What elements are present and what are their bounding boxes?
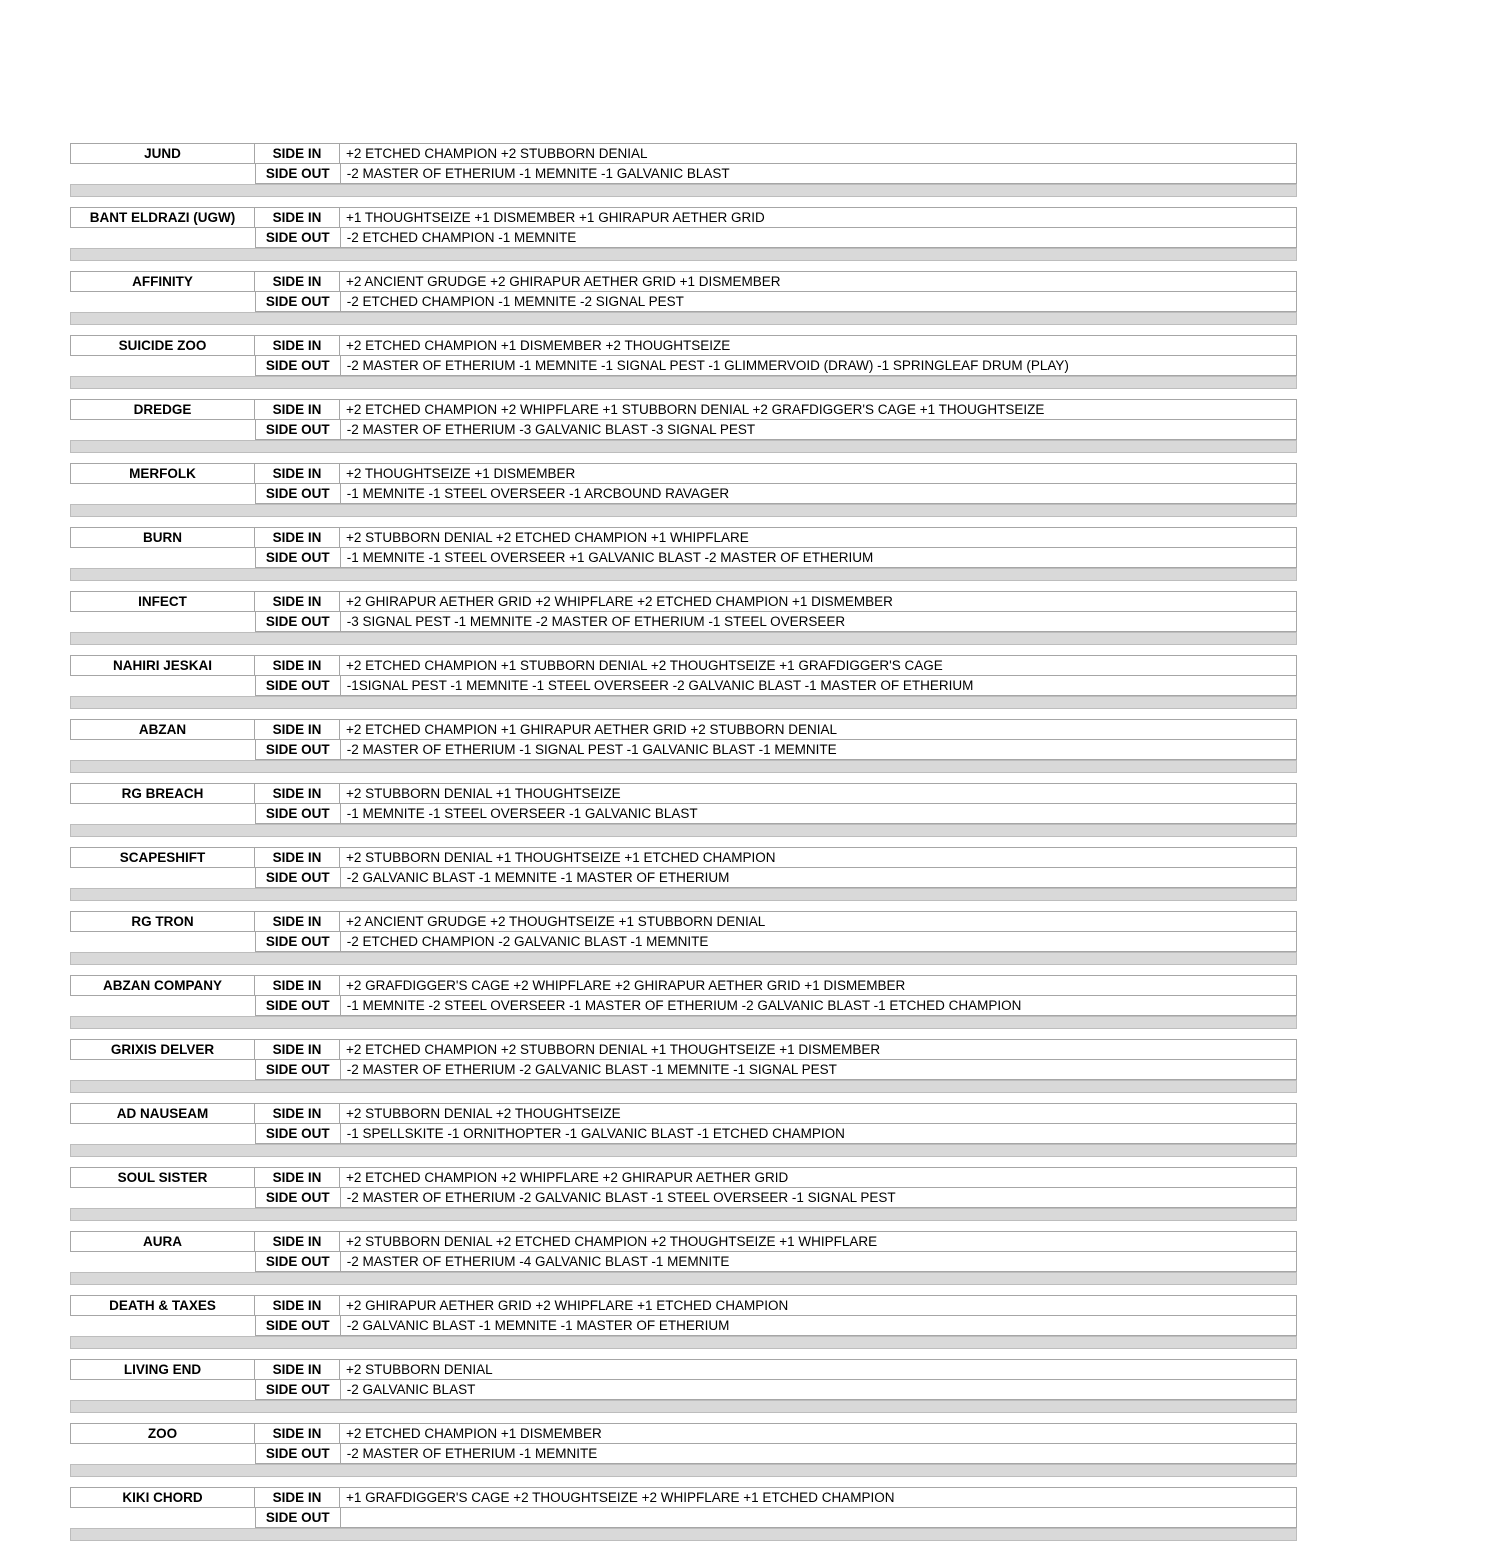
side-in-cards: +2 ETCHED CHAMPION +1 DISMEMBER — [339, 1423, 1297, 1444]
deck-spacer — [70, 1251, 255, 1272]
side-out-row — [70, 1379, 1297, 1400]
side-in-cards: +2 ETCHED CHAMPION +2 WHIPFLARE +2 GHIRAPUR AETHER GRID — [339, 1167, 1297, 1188]
deck-name: SOUL SISTER — [70, 1167, 255, 1188]
side-in-cards: +2 ETCHED CHAMPION +2 STUBBORN DENIAL — [339, 143, 1297, 164]
side-out-row — [70, 1059, 1297, 1080]
deck-name: SUICIDE ZOO — [70, 335, 255, 356]
deck-name: KIKI CHORD — [70, 1487, 255, 1508]
separator-bar — [70, 1272, 1297, 1285]
deck-name: DREDGE — [70, 399, 255, 420]
side-out-cards: -1 MEMNITE -1 STEEL OVERSEER -1 ARCBOUND RAVAGER — [340, 483, 1297, 504]
side-in-row — [70, 207, 1297, 228]
separator-bar — [70, 440, 1297, 453]
side-in-row — [70, 911, 1297, 932]
matchup-block — [70, 399, 1297, 453]
side-in-cards: +2 ETCHED CHAMPION +2 WHIPFLARE +1 STUBBORN DENIAL +2 GRAFDIGGER'S CAGE +1 THOUGHTSEIZE — [339, 399, 1297, 420]
side-out-cards: -3 SIGNAL PEST -1 MEMNITE -2 MASTER OF ETHERIUM -1 STEEL OVERSEER — [340, 611, 1297, 632]
side-in-cards: +2 STUBBORN DENIAL +1 THOUGHTSEIZE +1 ETCHED CHAMPION — [339, 847, 1297, 868]
deck-spacer — [70, 803, 255, 824]
side-out-cards: -1 SPELLSKITE -1 ORNITHOPTER -1 GALVANIC BLAST -1 ETCHED CHAMPION — [340, 1123, 1297, 1144]
side-out-cards: -2 MASTER OF ETHERIUM -2 GALVANIC BLAST -1 STEEL OVERSEER -1 SIGNAL PEST — [340, 1187, 1297, 1208]
separator-bar — [70, 888, 1297, 901]
deck-spacer — [70, 291, 255, 312]
deck-spacer — [70, 611, 255, 632]
deck-name: ABZAN COMPANY — [70, 975, 255, 996]
side-in-label: SIDE IN — [254, 719, 340, 740]
separator-bar — [70, 632, 1297, 645]
side-in-cards: +2 STUBBORN DENIAL +1 THOUGHTSEIZE — [339, 783, 1297, 804]
side-in-label: SIDE IN — [254, 335, 340, 356]
matchup-block — [70, 1167, 1297, 1221]
side-out-label: SIDE OUT — [255, 547, 341, 568]
side-in-cards: +2 ETCHED CHAMPION +1 GHIRAPUR AETHER GRID +2 STUBBORN DENIAL — [339, 719, 1297, 740]
matchup-block — [70, 1103, 1297, 1157]
side-in-label: SIDE IN — [254, 1103, 340, 1124]
separator-bar — [70, 1144, 1297, 1157]
side-in-cards: +2 ANCIENT GRUDGE +2 GHIRAPUR AETHER GRID +1 DISMEMBER — [339, 271, 1297, 292]
deck-name: DEATH & TAXES — [70, 1295, 255, 1316]
side-out-row — [70, 1315, 1297, 1336]
side-out-row — [70, 227, 1297, 248]
side-in-row — [70, 591, 1297, 612]
deck-spacer — [70, 1315, 255, 1336]
separator-bar — [70, 376, 1297, 389]
side-out-label: SIDE OUT — [255, 1251, 341, 1272]
deck-name: MERFOLK — [70, 463, 255, 484]
side-out-cards: -2 MASTER OF ETHERIUM -1 MEMNITE -1 SIGNAL PEST -1 GLIMMERVOID (DRAW) -1 SPRINGLEAF DRUM (PLAY) — [340, 355, 1297, 376]
side-out-row — [70, 611, 1297, 632]
side-in-label: SIDE IN — [254, 1295, 340, 1316]
matchup-block — [70, 143, 1297, 197]
deck-name: INFECT — [70, 591, 255, 612]
side-in-label: SIDE IN — [254, 1167, 340, 1188]
separator-bar — [70, 1080, 1297, 1093]
side-out-cards: -1 MEMNITE -1 STEEL OVERSEER -1 GALVANIC BLAST — [340, 803, 1297, 824]
matchup-block — [70, 1423, 1297, 1477]
separator-bar — [70, 1336, 1297, 1349]
side-in-row — [70, 1167, 1297, 1188]
side-out-label: SIDE OUT — [255, 291, 341, 312]
deck-name: RG TRON — [70, 911, 255, 932]
separator-bar — [70, 1208, 1297, 1221]
side-in-row — [70, 1231, 1297, 1252]
side-in-label: SIDE IN — [254, 399, 340, 420]
side-in-cards: +2 ETCHED CHAMPION +1 DISMEMBER +2 THOUGHTSEIZE — [339, 335, 1297, 356]
separator-bar — [70, 184, 1297, 197]
side-in-label: SIDE IN — [254, 655, 340, 676]
side-out-cards: -2 MASTER OF ETHERIUM -4 GALVANIC BLAST -1 MEMNITE — [340, 1251, 1297, 1272]
matchup-block — [70, 847, 1297, 901]
side-in-row — [70, 847, 1297, 868]
side-out-cards: -1SIGNAL PEST -1 MEMNITE -1 STEEL OVERSEER -2 GALVANIC BLAST -1 MASTER OF ETHERIUM — [340, 675, 1297, 696]
side-out-label: SIDE OUT — [255, 1187, 341, 1208]
matchup-block — [70, 975, 1297, 1029]
side-in-row — [70, 1423, 1297, 1444]
deck-name: BURN — [70, 527, 255, 548]
side-out-label: SIDE OUT — [255, 1059, 341, 1080]
side-out-row — [70, 995, 1297, 1016]
deck-name: AFFINITY — [70, 271, 255, 292]
separator-bar — [70, 1464, 1297, 1477]
separator-bar — [70, 1400, 1297, 1413]
matchup-block — [70, 271, 1297, 325]
separator-bar — [70, 952, 1297, 965]
deck-spacer — [70, 1507, 255, 1528]
deck-spacer — [70, 163, 255, 184]
deck-spacer — [70, 483, 255, 504]
side-out-label: SIDE OUT — [255, 995, 341, 1016]
side-out-row — [70, 1251, 1297, 1272]
side-out-cards: -1 MEMNITE -1 STEEL OVERSEER +1 GALVANIC BLAST -2 MASTER OF ETHERIUM — [340, 547, 1297, 568]
side-out-row — [70, 291, 1297, 312]
deck-name: BANT ELDRAZI (UGW) — [70, 207, 255, 228]
side-out-row — [70, 547, 1297, 568]
side-in-cards: +2 GHIRAPUR AETHER GRID +2 WHIPFLARE +2 ETCHED CHAMPION +1 DISMEMBER — [339, 591, 1297, 612]
side-out-row — [70, 355, 1297, 376]
side-out-row — [70, 867, 1297, 888]
separator-bar — [70, 504, 1297, 517]
side-in-cards: +2 ETCHED CHAMPION +1 STUBBORN DENIAL +2 THOUGHTSEIZE +1 GRAFDIGGER'S CAGE — [339, 655, 1297, 676]
deck-spacer — [70, 867, 255, 888]
side-out-label: SIDE OUT — [255, 163, 341, 184]
separator-bar — [70, 248, 1297, 261]
side-out-cards: -2 MASTER OF ETHERIUM -1 MEMNITE — [340, 1443, 1297, 1464]
side-out-row — [70, 483, 1297, 504]
side-out-cards: -2 GALVANIC BLAST -1 MEMNITE -1 MASTER OF ETHERIUM — [340, 1315, 1297, 1336]
side-in-label: SIDE IN — [254, 911, 340, 932]
side-in-row — [70, 1487, 1297, 1508]
side-in-cards: +2 GHIRAPUR AETHER GRID +2 WHIPFLARE +1 ETCHED CHAMPION — [339, 1295, 1297, 1316]
matchup-block — [70, 207, 1297, 261]
side-in-row — [70, 655, 1297, 676]
sideboard-guide-table — [70, 143, 1297, 1551]
side-in-label: SIDE IN — [254, 271, 340, 292]
side-out-label: SIDE OUT — [255, 867, 341, 888]
side-out-label: SIDE OUT — [255, 1123, 341, 1144]
separator-bar — [70, 824, 1297, 837]
side-out-label: SIDE OUT — [255, 355, 341, 376]
side-out-row — [70, 1187, 1297, 1208]
matchup-block — [70, 655, 1297, 709]
side-in-label: SIDE IN — [254, 143, 340, 164]
deck-name: GRIXIS DELVER — [70, 1039, 255, 1060]
side-in-label: SIDE IN — [254, 463, 340, 484]
separator-bar — [70, 760, 1297, 773]
deck-spacer — [70, 355, 255, 376]
side-out-cards: -2 ETCHED CHAMPION -2 GALVANIC BLAST -1 MEMNITE — [340, 931, 1297, 952]
side-in-row — [70, 271, 1297, 292]
side-in-row — [70, 1295, 1297, 1316]
side-out-label: SIDE OUT — [255, 611, 341, 632]
deck-name: AD NAUSEAM — [70, 1103, 255, 1124]
deck-name: ABZAN — [70, 719, 255, 740]
matchup-block — [70, 1039, 1297, 1093]
side-in-row — [70, 1103, 1297, 1124]
side-in-row — [70, 783, 1297, 804]
deck-spacer — [70, 931, 255, 952]
deck-name: ZOO — [70, 1423, 255, 1444]
side-out-label: SIDE OUT — [255, 227, 341, 248]
side-in-label: SIDE IN — [254, 207, 340, 228]
side-out-label: SIDE OUT — [255, 1507, 341, 1528]
side-in-row — [70, 1039, 1297, 1060]
deck-spacer — [70, 1123, 255, 1144]
matchup-block — [70, 463, 1297, 517]
deck-name: AURA — [70, 1231, 255, 1252]
matchup-block — [70, 335, 1297, 389]
deck-spacer — [70, 1059, 255, 1080]
matchup-block — [70, 1359, 1297, 1413]
side-out-label: SIDE OUT — [255, 483, 341, 504]
deck-spacer — [70, 739, 255, 760]
matchup-block — [70, 1295, 1297, 1349]
side-out-cards — [340, 1507, 1297, 1528]
side-in-cards: +1 GRAFDIGGER'S CAGE +2 THOUGHTSEIZE +2 WHIPFLARE +1 ETCHED CHAMPION — [339, 1487, 1297, 1508]
side-out-label: SIDE OUT — [255, 675, 341, 696]
side-out-cards: -2 GALVANIC BLAST — [340, 1379, 1297, 1400]
matchup-block — [70, 591, 1297, 645]
separator-bar — [70, 312, 1297, 325]
side-in-cards: +1 THOUGHTSEIZE +1 DISMEMBER +1 GHIRAPUR AETHER GRID — [339, 207, 1297, 228]
matchup-block — [70, 911, 1297, 965]
side-out-row — [70, 1443, 1297, 1464]
side-out-row — [70, 931, 1297, 952]
side-in-cards: +2 ANCIENT GRUDGE +2 THOUGHTSEIZE +1 STUBBORN DENIAL — [339, 911, 1297, 932]
side-in-row — [70, 335, 1297, 356]
side-in-row — [70, 1359, 1297, 1380]
side-out-cards: -2 GALVANIC BLAST -1 MEMNITE -1 MASTER OF ETHERIUM — [340, 867, 1297, 888]
side-in-label: SIDE IN — [254, 847, 340, 868]
side-out-cards: -2 MASTER OF ETHERIUM -2 GALVANIC BLAST -1 MEMNITE -1 SIGNAL PEST — [340, 1059, 1297, 1080]
side-out-cards: -2 MASTER OF ETHERIUM -1 MEMNITE -1 GALVANIC BLAST — [340, 163, 1297, 184]
separator-bar — [70, 568, 1297, 581]
side-in-label: SIDE IN — [254, 591, 340, 612]
side-out-cards: -1 MEMNITE -2 STEEL OVERSEER -1 MASTER OF ETHERIUM -2 GALVANIC BLAST -1 ETCHED CHAMPION — [340, 995, 1297, 1016]
side-in-label: SIDE IN — [254, 1487, 340, 1508]
deck-name: SCAPESHIFT — [70, 847, 255, 868]
side-out-row — [70, 1507, 1297, 1528]
side-in-cards: +2 GRAFDIGGER'S CAGE +2 WHIPFLARE +2 GHIRAPUR AETHER GRID +1 DISMEMBER — [339, 975, 1297, 996]
deck-name: NAHIRI JESKAI — [70, 655, 255, 676]
side-in-row — [70, 719, 1297, 740]
deck-spacer — [70, 547, 255, 568]
side-in-label: SIDE IN — [254, 1423, 340, 1444]
side-in-cards: +2 STUBBORN DENIAL +2 ETCHED CHAMPION +1 WHIPFLARE — [339, 527, 1297, 548]
side-out-cards: -2 MASTER OF ETHERIUM -3 GALVANIC BLAST -3 SIGNAL PEST — [340, 419, 1297, 440]
deck-spacer — [70, 1379, 255, 1400]
side-in-label: SIDE IN — [254, 1231, 340, 1252]
side-in-label: SIDE IN — [254, 1359, 340, 1380]
side-in-row — [70, 527, 1297, 548]
side-in-cards: +2 STUBBORN DENIAL +2 ETCHED CHAMPION +2 THOUGHTSEIZE +1 WHIPFLARE — [339, 1231, 1297, 1252]
deck-spacer — [70, 419, 255, 440]
side-out-row — [70, 419, 1297, 440]
side-in-label: SIDE IN — [254, 975, 340, 996]
side-out-label: SIDE OUT — [255, 1379, 341, 1400]
side-out-label: SIDE OUT — [255, 739, 341, 760]
side-in-label: SIDE IN — [254, 783, 340, 804]
side-out-cards: -2 ETCHED CHAMPION -1 MEMNITE — [340, 227, 1297, 248]
side-out-row — [70, 739, 1297, 760]
matchup-block — [70, 719, 1297, 773]
deck-spacer — [70, 227, 255, 248]
deck-spacer — [70, 1443, 255, 1464]
side-out-label: SIDE OUT — [255, 1315, 341, 1336]
separator-bar — [70, 1528, 1297, 1541]
side-out-label: SIDE OUT — [255, 419, 341, 440]
deck-name: RG BREACH — [70, 783, 255, 804]
deck-spacer — [70, 995, 255, 1016]
side-out-label: SIDE OUT — [255, 803, 341, 824]
separator-bar — [70, 1016, 1297, 1029]
side-in-row — [70, 143, 1297, 164]
deck-name: JUND — [70, 143, 255, 164]
side-in-row — [70, 463, 1297, 484]
side-in-cards: +2 ETCHED CHAMPION +2 STUBBORN DENIAL +1 THOUGHTSEIZE +1 DISMEMBER — [339, 1039, 1297, 1060]
side-in-cards: +2 STUBBORN DENIAL — [339, 1359, 1297, 1380]
side-in-row — [70, 399, 1297, 420]
side-out-label: SIDE OUT — [255, 1443, 341, 1464]
side-in-row — [70, 975, 1297, 996]
side-out-row — [70, 675, 1297, 696]
side-out-cards: -2 ETCHED CHAMPION -1 MEMNITE -2 SIGNAL PEST — [340, 291, 1297, 312]
deck-spacer — [70, 675, 255, 696]
side-out-row — [70, 1123, 1297, 1144]
side-out-label: SIDE OUT — [255, 931, 341, 952]
side-in-cards: +2 THOUGHTSEIZE +1 DISMEMBER — [339, 463, 1297, 484]
matchup-block — [70, 783, 1297, 837]
side-out-cards: -2 MASTER OF ETHERIUM -1 SIGNAL PEST -1 GALVANIC BLAST -1 MEMNITE — [340, 739, 1297, 760]
separator-bar — [70, 696, 1297, 709]
side-in-label: SIDE IN — [254, 1039, 340, 1060]
deck-name: LIVING END — [70, 1359, 255, 1380]
side-out-row — [70, 803, 1297, 824]
side-in-cards: +2 STUBBORN DENIAL +2 THOUGHTSEIZE — [339, 1103, 1297, 1124]
side-out-row — [70, 163, 1297, 184]
matchup-block — [70, 1487, 1297, 1541]
matchup-block — [70, 1231, 1297, 1285]
matchup-block — [70, 527, 1297, 581]
deck-spacer — [70, 1187, 255, 1208]
side-in-label: SIDE IN — [254, 527, 340, 548]
